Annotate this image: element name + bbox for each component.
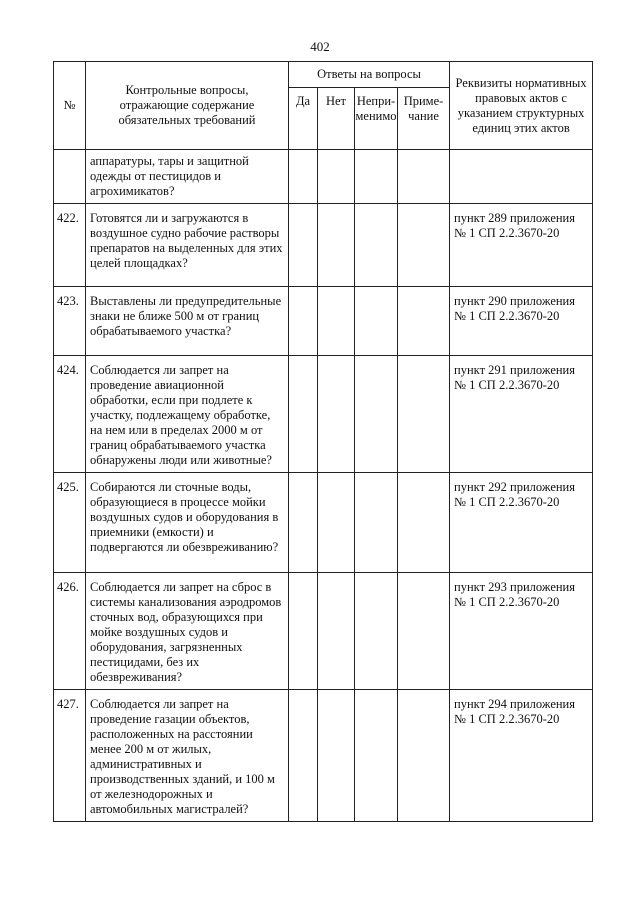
row-requisites [450, 287, 593, 356]
table-row [54, 473, 593, 573]
answer-na-cell[interactable] [355, 150, 398, 204]
header-row-top [54, 62, 593, 88]
answer-yes-cell[interactable] [289, 690, 318, 822]
requisite-line1: пункт 292 приложения [454, 480, 576, 494]
row-num: 425. [54, 473, 86, 573]
row-question: Соблюдается ли запрет на сброс в системы канализования аэродромов сточных вод, образующихся при мойке воздушных судов и оборудования, загрязненных пестицидами, без их обезвреживания? [86, 573, 289, 690]
requisite-line2: № 1 СП 2.2.3670-20 [454, 495, 560, 509]
row-question: Соблюдается ли запрет на проведение авиационной обработки, если при подлете к участку, подлежащему обработке, на нем или в пределах 2000 м от границ обрабатываемого участка обнаружены люди или животные? [86, 356, 289, 473]
row-question: Готовятся ли и загружаются в воздушное судно рабочие растворы препаратов на выделенных для этих целей площадках? [86, 204, 289, 287]
header-na-line2: менимо [355, 109, 397, 123]
answer-no-cell[interactable] [318, 356, 355, 473]
header-not-applicable [355, 88, 398, 150]
table-row [54, 204, 593, 287]
answer-no-cell[interactable] [318, 150, 355, 204]
answer-no-cell[interactable] [318, 690, 355, 822]
header-na-line1: Непри- [356, 94, 396, 108]
table-row [54, 690, 593, 822]
table-row [54, 150, 593, 204]
row-question: Соблюдается ли запрет на проведение газации объектов, расположенных на расстоянии менее 200 м от жилых, административных и производственных зданий, и 100 м от железнодорожных и автомобильных магистралей? [86, 690, 289, 822]
answer-na-cell[interactable] [355, 690, 398, 822]
requisite-line2: № 1 СП 2.2.3670-20 [454, 309, 560, 323]
header-yes [289, 88, 318, 150]
page-number: 402 [310, 39, 330, 54]
answer-yes-cell[interactable] [289, 473, 318, 573]
answer-na-cell[interactable] [355, 356, 398, 473]
answer-yes-cell[interactable] [289, 356, 318, 473]
answer-note-cell[interactable] [398, 473, 450, 573]
header-note-line1: Приме- [403, 94, 444, 108]
row-num: 424. [54, 356, 86, 473]
table-row [54, 287, 593, 356]
requisite-line2: № 1 СП 2.2.3670-20 [454, 378, 560, 392]
requisite-line1: пункт 294 приложения [454, 697, 576, 711]
row-question: Выставлены ли предупредительные знаки не ближе 500 м от границ обрабатываемого участка? [86, 287, 289, 356]
row-requisites [450, 690, 593, 822]
answer-yes-cell[interactable] [289, 287, 318, 356]
checklist-table [53, 61, 593, 822]
row-question: аппаратуры, тары и защитной одежды от пестицидов и агрохимикатов? [86, 150, 289, 204]
table-row [54, 573, 593, 690]
row-num: 422. [54, 204, 86, 287]
header-question: Контрольные вопросы, отражающие содержание обязательных требований [86, 62, 289, 150]
answer-na-cell[interactable] [355, 573, 398, 690]
requisite-line1: пункт 289 приложения [454, 211, 576, 225]
row-requisites [450, 573, 593, 690]
answer-yes-cell[interactable] [289, 573, 318, 690]
answer-note-cell[interactable] [398, 150, 450, 204]
table-row [54, 356, 593, 473]
header-answers-group: Ответы на вопросы [289, 62, 450, 88]
row-num-cell [54, 150, 86, 204]
requisite-line2: № 1 СП 2.2.3670-20 [454, 712, 560, 726]
row-num: 427. [54, 690, 86, 822]
answer-yes-cell[interactable] [289, 204, 318, 287]
answer-note-cell[interactable] [398, 356, 450, 473]
row-requisites [450, 150, 593, 204]
requisite-line2: № 1 СП 2.2.3670-20 [454, 595, 560, 609]
answer-no-cell[interactable] [318, 287, 355, 356]
header-no [318, 88, 355, 150]
row-requisites [450, 473, 593, 573]
requisite-line2: № 1 СП 2.2.3670-20 [454, 226, 560, 240]
answer-note-cell[interactable] [398, 287, 450, 356]
row-num: 423. [54, 287, 86, 356]
header-no-label: Нет [325, 94, 347, 108]
header-note [398, 88, 450, 150]
row-requisites [450, 204, 593, 287]
answer-no-cell[interactable] [318, 204, 355, 287]
requisite-line1: пункт 291 приложения [454, 363, 576, 377]
row-question: Собираются ли сточные воды, образующиеся в процессе мойки воздушных судов и оборудования в приемники (емкости) и подвергаются ли обезвреживанию? [86, 473, 289, 573]
header-num: № [54, 62, 86, 150]
row-requisites [450, 356, 593, 473]
answer-no-cell[interactable] [318, 573, 355, 690]
header-requisites: Реквизиты нормативных правовых актов с указанием структурных единиц этих актов [450, 62, 593, 150]
header-note-line2: чание [408, 109, 439, 123]
answer-na-cell[interactable] [355, 287, 398, 356]
answer-note-cell[interactable] [398, 204, 450, 287]
requisite-line1: пункт 293 приложения [454, 580, 576, 594]
answer-note-cell[interactable] [398, 690, 450, 822]
requisite-line1: пункт 290 приложения [454, 294, 576, 308]
header-yes-label: Да [295, 94, 311, 108]
answer-na-cell[interactable] [355, 204, 398, 287]
answer-yes-cell[interactable] [289, 150, 318, 204]
row-num: 426. [54, 573, 86, 690]
answer-na-cell[interactable] [355, 473, 398, 573]
answer-no-cell[interactable] [318, 473, 355, 573]
answer-note-cell[interactable] [398, 573, 450, 690]
